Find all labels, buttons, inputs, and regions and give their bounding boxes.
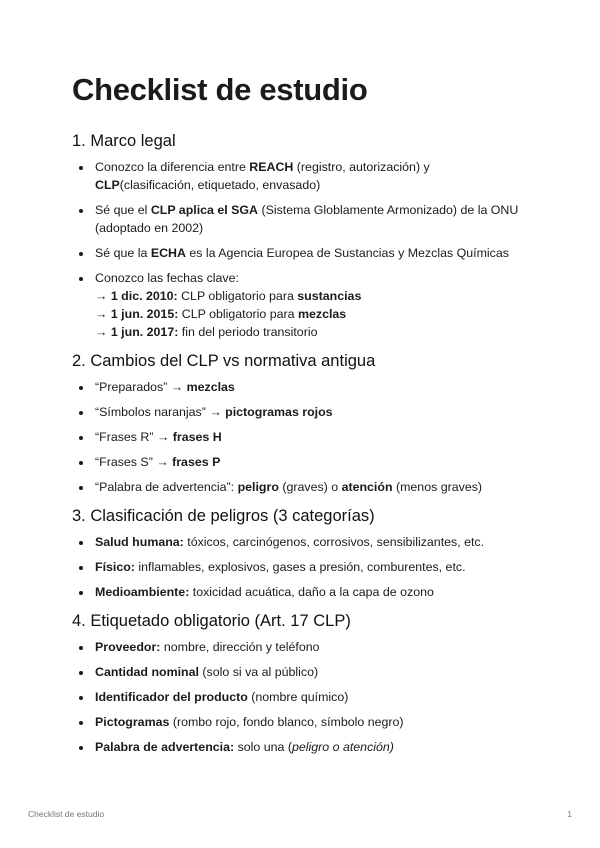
list-item: Conozco las fechas clave: → 1 dic. 2010: CLP obligatorio para sustancias → 1 jun. 2015: CLP obligatorio para mezclas → 1 jun. 2017: fin del periodo transitorio — [72, 269, 542, 341]
list-item: Cantidad nominal (solo si va al público) — [72, 663, 542, 681]
list-item: Sé que la ECHA es la Agencia Europea de Sustancias y Mezclas Químicas — [72, 244, 542, 262]
section-heading: 3. Clasificación de peligros (3 categorías) — [72, 507, 375, 525]
date-row: → 1 jun. 2017: fin del periodo transitorio — [95, 325, 318, 339]
list-item: Físico: inflamables, explosivos, gases a presión, comburentes, etc. — [72, 558, 542, 576]
list-item: Medioambiente: toxicidad acuática, daño a la capa de ozono — [72, 583, 542, 601]
page-number: 1 — [567, 809, 572, 819]
date-row: → 1 dic. 2010: CLP obligatorio para sustancias — [95, 289, 362, 303]
list-item: Identificador del producto (nombre químico) — [72, 688, 542, 706]
list-item: Proveedor: nombre, dirección y teléfono — [72, 638, 542, 656]
list-item: Pictogramas (rombo rojo, fondo blanco, símbolo negro) — [72, 713, 542, 731]
section-marco-legal — [72, 130, 542, 341]
document-page — [72, 70, 542, 765]
section-cambios — [72, 350, 542, 496]
list-item: Palabra de advertencia: solo una (peligro o atención) — [72, 738, 542, 756]
bullet-list — [72, 533, 542, 601]
section-clasificacion — [72, 505, 542, 601]
date-row: → 1 jun. 2015: CLP obligatorio para mezclas — [95, 307, 347, 321]
list-item: Sé que el CLP aplica el SGA (Sistema Globlamente Armonizado) de la ONU (adoptado en 2002) — [72, 201, 542, 237]
list-item: “Palabra de advertencia”: peligro (graves) o atención (menos graves) — [72, 478, 542, 496]
bullet-list — [72, 638, 542, 756]
list-item: “Símbolos naranjas” → pictogramas rojos — [72, 403, 542, 421]
section-heading: 4. Etiquetado obligatorio (Art. 17 CLP) — [72, 612, 351, 630]
list-item: “Frases R” → frases H — [72, 428, 542, 446]
list-item: “Preparados” → mezclas — [72, 378, 542, 396]
list-item: Salud humana: tóxicos, carcinógenos, corrosivos, sensibilizantes, etc. — [72, 533, 542, 551]
list-item: “Frases S” → frases P — [72, 453, 542, 471]
section-heading: 2. Cambios del CLP vs normativa antigua — [72, 352, 376, 370]
bullet-list — [72, 378, 542, 496]
section-heading: 1. Marco legal — [72, 132, 176, 150]
section-etiquetado — [72, 610, 542, 756]
page-title: Checklist de estudio — [72, 72, 368, 107]
bullet-list — [72, 158, 542, 341]
list-item: Conozco la diferencia entre REACH (registro, autorización) y CLP(clasificación, etiquetado, envasado) — [72, 158, 542, 194]
footer-title: Checklist de estudio — [28, 809, 105, 819]
